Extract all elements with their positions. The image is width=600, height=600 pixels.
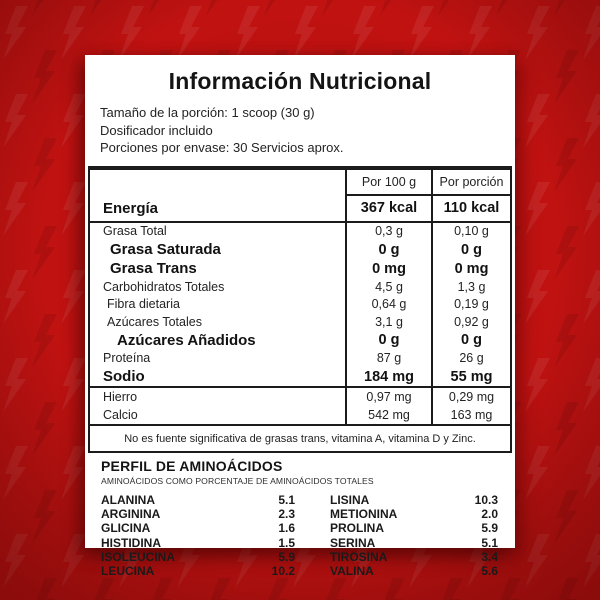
nutrient-value-per100g: 87 g — [345, 350, 431, 368]
nutrient-value-per-serving: 0 mg — [431, 259, 510, 278]
amino-value: 5.9 — [481, 521, 498, 536]
amino-value: 1.5 — [278, 535, 295, 550]
nutrient-value-per-serving: 26 g — [431, 350, 510, 368]
amino-name: METIONINA — [330, 507, 398, 522]
amino-row — [330, 507, 498, 521]
nutrition-label-card — [85, 55, 515, 579]
nutrient-value-per-serving: 0,10 g — [431, 223, 510, 241]
mineral-value-per100g: 542 mg — [345, 406, 431, 424]
nutrient-value-per100g: 3,1 g — [345, 313, 431, 331]
nutrient-value-per100g: 4,5 g — [345, 278, 431, 296]
amino-name: GLICINA — [101, 521, 151, 536]
mineral-label: Calcio — [103, 408, 138, 422]
nutrient-label: Fibra dietaria — [107, 297, 180, 312]
amino-value: 3.4 — [481, 549, 498, 564]
amino-row — [330, 550, 498, 564]
insignificant-sources-footnote: No es fuente significativa de grasas trans, vitamina A, vitamina D y Zinc. — [124, 432, 476, 445]
mineral-label: Hierro — [103, 390, 138, 404]
amino-value: 10.3 — [474, 493, 498, 507]
nutrient-label: Proteína — [103, 351, 151, 366]
energy-row — [90, 196, 510, 223]
serving-info — [100, 104, 515, 157]
mineral-value-per-serving: 0,29 mg — [431, 388, 510, 406]
amino-value: 2.0 — [481, 507, 498, 522]
amino-row — [330, 536, 498, 550]
amino-value: 2.3 — [278, 507, 295, 522]
nutrient-value-per100g: 0,3 g — [345, 223, 431, 241]
per-100g-column-header: Por 100 g — [345, 170, 431, 196]
servings-per-container-line: Porciones por envase: 30 Servicios aprox. — [100, 140, 344, 155]
energy-per100g: 367 kcal — [345, 196, 431, 221]
nutrient-label: Carbohidratos Totales — [103, 279, 225, 294]
serving-size-line: Tamaño de la porción: 1 scoop (30 g) — [100, 105, 315, 120]
amino-value: 10.2 — [271, 564, 295, 579]
energy-per-serving: 110 kcal — [431, 196, 510, 221]
amino-name: LEUCINA — [101, 564, 155, 579]
amino-profile-title: PERFIL DE AMINOÁCIDOS — [101, 458, 283, 474]
nutrient-value-per-serving: 0 g — [431, 331, 510, 350]
amino-name: VALINA — [330, 564, 374, 579]
amino-name: HISTIDINA — [101, 535, 161, 550]
amino-value: 5.1 — [481, 535, 498, 550]
amino-row — [101, 521, 295, 535]
amino-name: ISOLEUCINA — [101, 549, 176, 564]
amino-name: ALANINA — [101, 493, 155, 507]
amino-name: SERINA — [330, 535, 376, 550]
amino-profile-subtitle: AMINOÁCIDOS COMO PORCENTAJE DE AMINOÁCIDOS TOTALES — [101, 476, 374, 486]
nutrient-value-per100g: 0 mg — [345, 259, 431, 278]
nutrient-label: Sodio — [103, 368, 145, 385]
nutrient-value-per-serving: 0,92 g — [431, 313, 510, 331]
amino-row — [101, 564, 295, 578]
amino-name: ARGININA — [101, 507, 161, 522]
amino-name: LISINA — [330, 493, 370, 507]
per-serving-column-header: Por porción — [431, 170, 510, 196]
nutrient-value-per100g: 0,64 g — [345, 296, 431, 314]
amino-acid-profile-section — [101, 458, 500, 578]
amino-col-left — [101, 493, 295, 578]
amino-value: 1.6 — [278, 521, 295, 536]
nutrients-grid — [90, 223, 510, 389]
energy-label: Energía — [103, 199, 159, 217]
nutrient-label: Grasa Trans — [110, 260, 197, 277]
mineral-value-per-serving: 163 mg — [431, 406, 510, 424]
amino-value: 5.6 — [481, 564, 498, 579]
nutrient-label: Azúcares Añadidos — [117, 331, 256, 349]
mineral-value-per100g: 0,97 mg — [345, 388, 431, 406]
scoop-included-line: Dosificador incluido — [100, 122, 213, 138]
amino-col-right — [330, 493, 498, 578]
nutrient-label: Grasa Saturada — [110, 241, 221, 258]
amino-row — [330, 564, 498, 578]
nutrition-facts-table — [88, 166, 512, 454]
nutrient-value-per100g: 184 mg — [345, 367, 431, 386]
nutrient-value-per-serving: 55 mg — [431, 367, 510, 386]
nutrient-label: Azúcares Totales — [107, 314, 202, 329]
amino-row — [101, 536, 295, 550]
label-title: Información Nutricional — [168, 68, 432, 94]
nutrient-value-per-serving: 0,19 g — [431, 296, 510, 314]
column-header-row — [90, 170, 510, 196]
amino-row — [101, 493, 295, 507]
nutrient-value-per100g: 0 g — [345, 331, 431, 350]
minerals-grid — [90, 388, 510, 426]
amino-row — [330, 493, 498, 507]
amino-columns — [101, 493, 498, 578]
empty-header-cell — [90, 170, 345, 196]
amino-name: TIROSINA — [330, 549, 388, 564]
amino-row — [330, 521, 498, 535]
nutrient-label: Grasa Total — [103, 224, 167, 239]
amino-row — [101, 550, 295, 564]
amino-name: PROLINA — [330, 521, 384, 536]
amino-value: 5.9 — [278, 549, 295, 564]
amino-value: 5.1 — [278, 493, 295, 507]
nutrient-value-per-serving: 0 g — [431, 240, 510, 259]
nutrient-value-per-serving: 1,3 g — [431, 278, 510, 296]
amino-row — [101, 507, 295, 521]
nutrient-value-per100g: 0 g — [345, 240, 431, 259]
